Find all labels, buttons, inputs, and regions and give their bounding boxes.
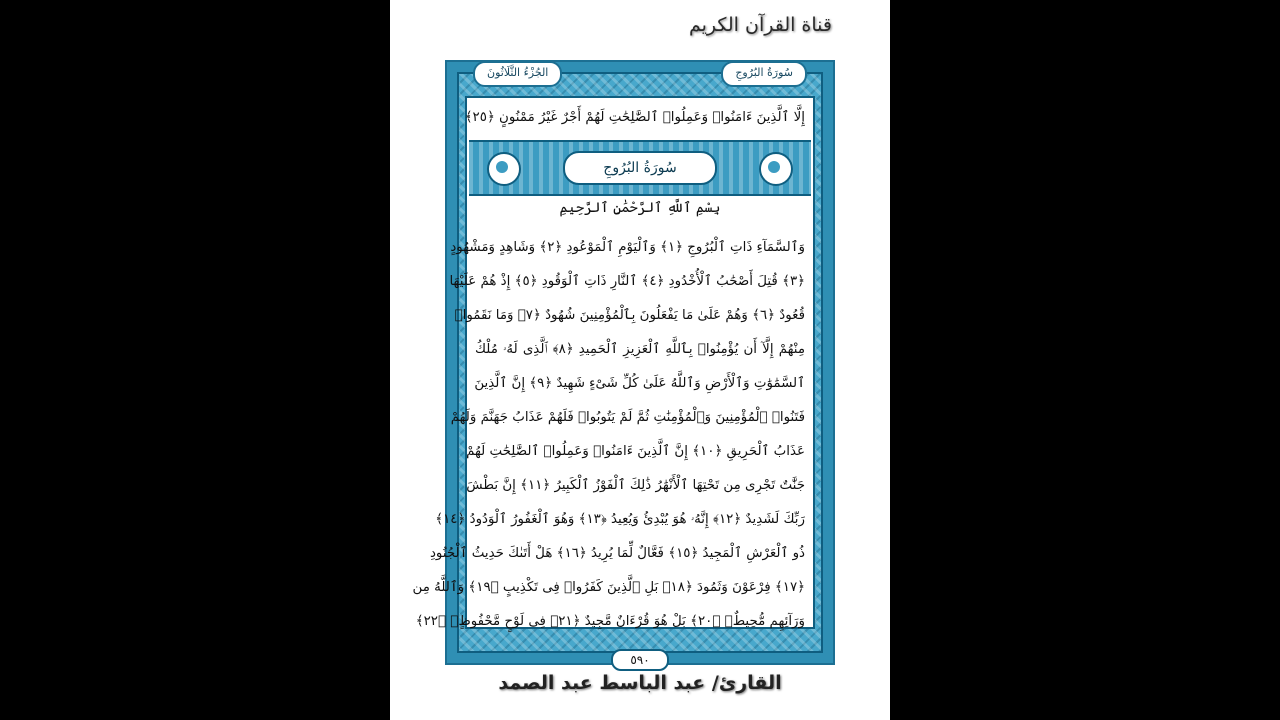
text-line: رَبِّكَ لَشَدِيدٌ ﴿١٢﴾ إِنَّهُۥ هُوَ يُبْدِئُ وَيُعِيدُ ﴿١٣﴾ وَهُوَ ٱلْغَفُورُ ٱلْوَدُودُ ﴿١٤﴾ [435,512,805,527]
page-number: ٥٩٠ [611,649,669,671]
reciter-name: القارئ/ عبد الباسط عبد الصمد [498,672,782,694]
text-line: مِنْهُمْ إِلَّآ أَن يُؤْمِنُوا۟ بِٱللَّهِ ٱلْعَزِيزِ ٱلْحَمِيدِ ﴿٨﴾ ٱلَّذِى لَهُۥ مُلْكُ [475,342,805,357]
text-line: إِلَّا ٱلَّذِينَ ءَامَنُوا۟ وَعَمِلُوا۟ ٱلصَّٰلِحَٰتِ لَهُمْ أَجْرٌ غَيْرُ مَمْنُونٍ ﴿٢٥﴾ [464,110,805,125]
mushaf-page [390,0,890,720]
page-frame [412,60,835,667]
text-line: وَٱلسَّمَآءِ ذَاتِ ٱلْبُرُوجِ ﴿١﴾ وَٱلْيَوْمِ ٱلْمَوْعُودِ ﴿٢﴾ وَشَاهِدٍ وَمَشْهُودٍ [450,240,805,255]
text-line: ﴿١٧﴾ فِرْعَوْنَ وَثَمُودَ ﴿١٨﴾ بَلِ ٱلَّذِينَ كَفَرُوا۟ فِى تَكْذِيبٍ ﴿١٩﴾ وَٱللَّهُ مِن [412,580,805,595]
ornament-medallion-icon [759,152,793,186]
surah-title: سُورَةُ البُرُوجِ [563,151,717,185]
quran-text-area [412,96,815,629]
surah-title-banner [469,140,811,196]
text-line: ﴿٣﴾ قُتِلَ أَصْحَٰبُ ٱلْأُخْدُودِ ﴿٤﴾ ٱلنَّارِ ذَاتِ ٱلْوَقُودِ ﴿٥﴾ إِذْ هُمْ عَلَيْهَا [449,274,805,289]
juz-label: الجُزْءُ الثَّلَاثُونَ [473,61,562,87]
text-line: عَذَابُ ٱلْحَرِيقِ ﴿١٠﴾ إِنَّ ٱلَّذِينَ ءَامَنُوا۟ وَعَمِلُوا۟ ٱلصَّٰلِحَٰتِ لَهُمْ [466,444,805,459]
text-line: جَنَّٰتٌ تَجْرِى مِن تَحْتِهَا ٱلْأَنْهَٰرُ ذَٰلِكَ ٱلْفَوْزُ ٱلْكَبِيرُ ﴿١١﴾ إِنَّ بَطْشَ [466,478,805,493]
text-line: ٱلسَّمَٰوَٰتِ وَٱلْأَرْضِ وَٱللَّهُ عَلَىٰ كُلِّ شَىْءٍ شَهِيدٌ ﴿٩﴾ إِنَّ ٱلَّذِينَ [474,376,805,391]
basmala: بِسْمِ ٱللَّهِ ٱلرَّحْمَٰنِ ٱلرَّحِيمِ [559,200,721,216]
text-line: وَرَآئِهِم مُّحِيطٌۢ ﴿٢٠﴾ بَلْ هُوَ قُرْءَانٌ مَّجِيدٌ ﴿٢١﴾ فِى لَوْحٍ مَّحْفُوظٍۭ ﴿٢٢﴾ [415,614,805,629]
ornamental-border [412,66,823,667]
text-line: ذُو ٱلْعَرْشِ ٱلْمَجِيدُ ﴿١٥﴾ فَعَّالٌ لِّمَا يُرِيدُ ﴿١٦﴾ هَلْ أَتَىٰكَ حَدِيثُ ٱلْجُنُودِ [429,546,805,561]
ornament-medallion-icon [487,152,521,186]
text-line: قُعُودٌ ﴿٦﴾ وَهُمْ عَلَىٰ مَا يَفْعَلُونَ بِٱلْمُؤْمِنِينَ شُهُودٌ ﴿٧﴾ وَمَا نَقَمُوا۟ [454,308,805,323]
text-line: فَتَنُوا۟ ٱلْمُؤْمِنِينَ وَٱلْمُؤْمِنَٰتِ ثُمَّ لَمْ يَتُوبُوا۟ فَلَهُمْ عَذَابُ جَهَنَّمَ وَلَهُمْ [450,410,805,425]
surah-header-label: سُورَةُ البُرُوجِ [721,61,807,87]
channel-name: قناة القرآن الكريم [688,14,832,36]
